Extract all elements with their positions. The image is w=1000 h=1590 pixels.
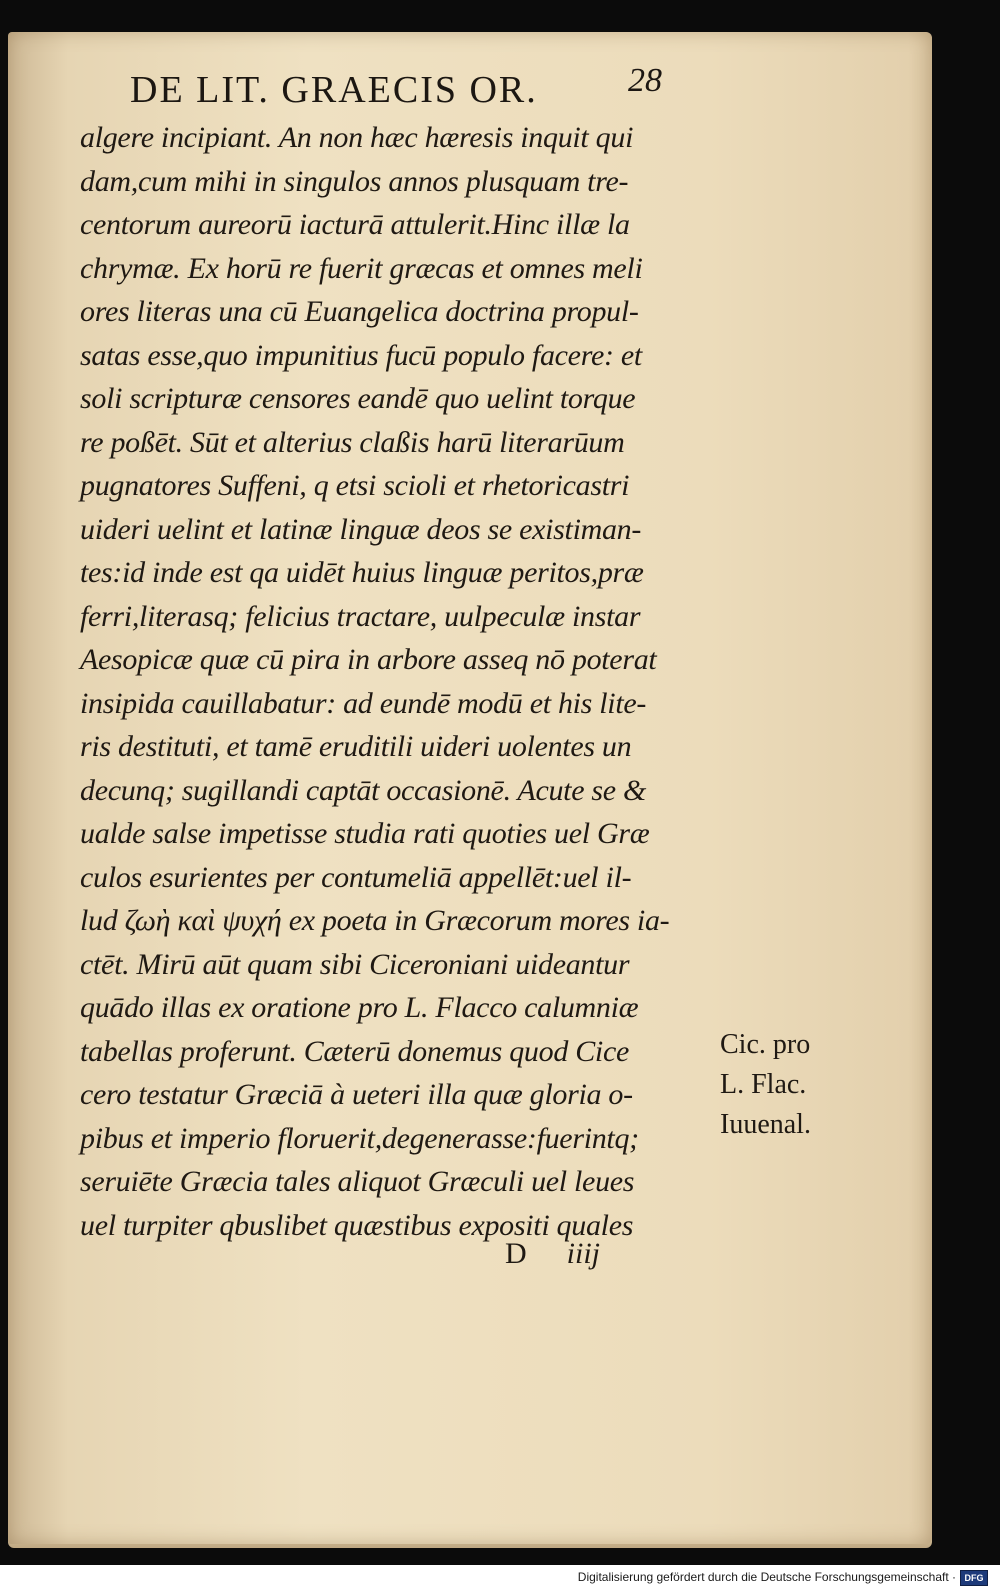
text-line: quādo illas ex oratione pro L. Flacco calumniæ (80, 991, 639, 1024)
signature-mark (505, 1237, 600, 1271)
text-line: Aesopicæ quæ cū pira in arbore asseq nō poterat (80, 643, 657, 676)
text-line: insipida cauillabatur: ad eundē modū et his lite- (80, 686, 647, 720)
text-line: tes:id inde est qa uidēt huius linguæ peritos,præ (80, 556, 644, 589)
main-text-block (80, 116, 710, 1247)
marginal-note-line: Cic. pro (720, 1029, 811, 1060)
text-line: ris destituti, et tamē eruditili uideri uolentes un (80, 730, 632, 763)
text-line: dam,cum mihi in singulos annos plusquam tre- (80, 164, 629, 198)
text-line: ualde salse impetisse studia rati quoties uel Græ (80, 817, 650, 850)
text-line: chrymæ. Ex horū re fuerit græcas et omnes meli (80, 251, 643, 285)
text-line: decunq; sugillandi captāt occasionē. Acute se & (80, 773, 647, 807)
text-line: uideri uelint et latinæ linguæ deos se existiman- (80, 512, 642, 546)
text-line: soli scripturæ censores eandē quo uelint torque (80, 382, 636, 415)
marginal-note-line: L. Flac. (720, 1069, 807, 1100)
funding-credit: Digitalisierung gefördert durch die Deutsche Forschungsgemeinschaft · (577, 1570, 956, 1584)
text-line: uel turpiter qbuslibet quæstibus expositi quales (80, 1208, 634, 1242)
text-line: lud ζωὴ καὶ ψυχή ex poeta in Græcorum mores ia- (80, 904, 670, 937)
text-line: pibus et imperio floruerit,degenerasse:fuerintq; (80, 1121, 639, 1155)
text-line: tabellas proferunt. Cæterū donemus quod Cice (80, 1034, 629, 1068)
running-head: DE LIT. GRAECIS OR. (130, 69, 538, 111)
text-line: culos esurientes per contumeliā appellēt:uel il- (80, 860, 632, 894)
text-line: seruiēte Græcia tales aliquot Græculi uel leues (80, 1165, 635, 1198)
text-line: ctēt. Mirū aūt quam sibi Ciceroniani uideantur (80, 947, 630, 981)
dfg-logo: DFG (960, 1570, 988, 1586)
text-line: satas esse,quo impunitius fucū populo facere: et (80, 338, 642, 372)
page-number: 28 (628, 62, 662, 99)
text-line: pugnatores Suffeni, q etsi scioli et rhetoricastri (80, 469, 630, 502)
text-line: cero testatur Græciā à ueteri illa quæ gloria o- (80, 1078, 633, 1111)
marginal-note-line: Iuuenal. (720, 1109, 811, 1140)
text-line: ferri,literasq; felicius tractare, uulpeculæ instar (80, 599, 641, 633)
text-line: ores literas una cū Euangelica doctrina propul- (80, 295, 639, 328)
text-line: algere incipiant. An non hæc hæresis inquit qui (80, 121, 634, 154)
signature-number: iiij (566, 1237, 601, 1270)
text-line: re poßēt. Sūt et alterius claßis harū literarūum (80, 425, 625, 459)
signature-letter: D (505, 1237, 527, 1270)
marginal-note (720, 1025, 811, 1145)
text-line: centorum aureorū iacturā attulerit.Hinc illæ la (80, 208, 630, 241)
